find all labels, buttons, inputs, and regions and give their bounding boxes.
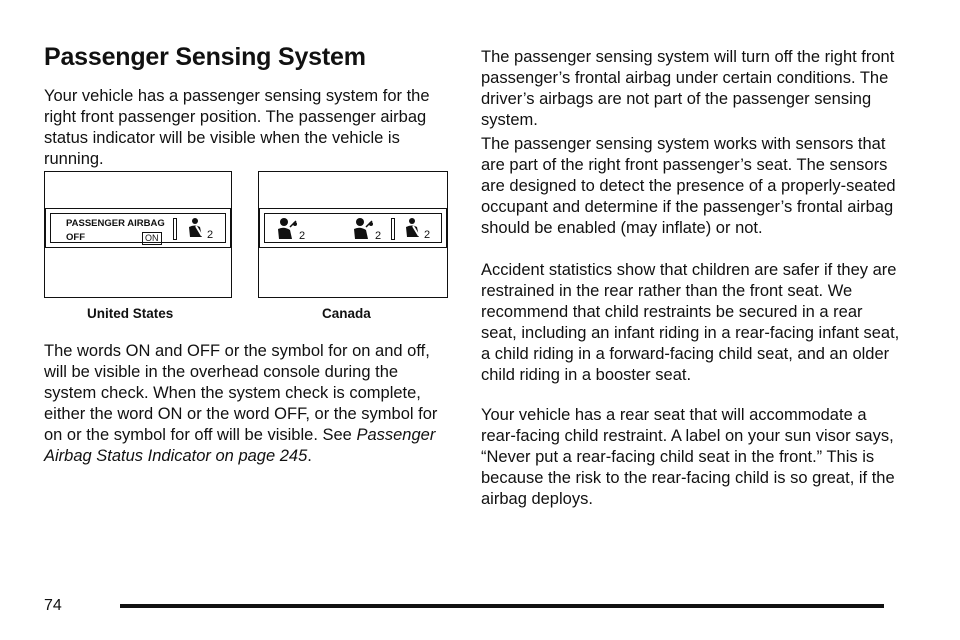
indicator-separator [391, 218, 395, 240]
page-heading: Passenger Sensing System [44, 43, 366, 71]
cross-reference: Passenger Airbag Status Indicator on page 245 [44, 426, 436, 465]
page-number: 74 [44, 597, 62, 614]
us-display-label: PASSENGER AIRBAG [66, 218, 165, 229]
airbag-off-symbol-icon [276, 217, 300, 241]
symbol-number: 2 [424, 229, 431, 241]
symbol-number: 2 [299, 230, 306, 242]
us-display-on: ON [142, 232, 162, 245]
us-indicator-display [45, 208, 231, 248]
symbol-number: 2 [207, 229, 214, 241]
airbag-on-symbol-icon [352, 217, 376, 241]
canada-indicator-display [259, 208, 447, 248]
seated-passenger-icon [186, 217, 208, 241]
canada-caption: Canada [322, 306, 371, 321]
right-paragraph: The passenger sensing system will turn off the right front passenger’s frontal airbag under certain conditions. The driver’s airbags are not part of the passenger sensing system. [481, 48, 895, 129]
canada-indicator-figure [258, 171, 448, 298]
right-paragraph: Accident statistics show that children are safer if they are restrained in the rear rather than the front seat. We recommend that child restraints be secured in a rear seat, including an infant riding in a rear-facing infant seat, a child riding in a forward-facing child seat, and an older child riding in a booster seat. [481, 261, 900, 384]
intro-paragraph: Your vehicle has a passenger sensing system for the right front passenger position. The passenger airbag status indicator will be visible when the vehicle is running. [44, 87, 430, 168]
words-paragraph: The words ON and OFF or the symbol for on and off, will be visible in the overhead console during the system check. When the system check is complete, either the word ON or the word OFF, or the symbol for on or the symbol for off will be visible. See Passenger Airbag Status Indicator on page 245. [44, 342, 438, 465]
us-caption: United States [87, 306, 174, 321]
right-paragraph: Your vehicle has a rear seat that will accommodate a rear-facing child restraint. A label on your sun visor says, “Never put a rear-facing child seat in the front.” This is because the risk to the rear-facing child is so great, if the airbag deploys. [481, 406, 895, 508]
footer-rule [120, 604, 884, 608]
us-indicator-figure [44, 171, 232, 298]
symbol-number: 2 [375, 230, 382, 242]
us-display-off: OFF [66, 232, 85, 243]
indicator-separator [173, 218, 177, 240]
right-paragraph: The passenger sensing system works with sensors that are part of the right front passenger’s seat. The sensors are designed to detect the presence of a properly-seated occupant and determine if the passenger’s frontal airbag should be enabled (may inflate) or not. [481, 135, 896, 237]
seated-passenger-icon [403, 217, 425, 241]
